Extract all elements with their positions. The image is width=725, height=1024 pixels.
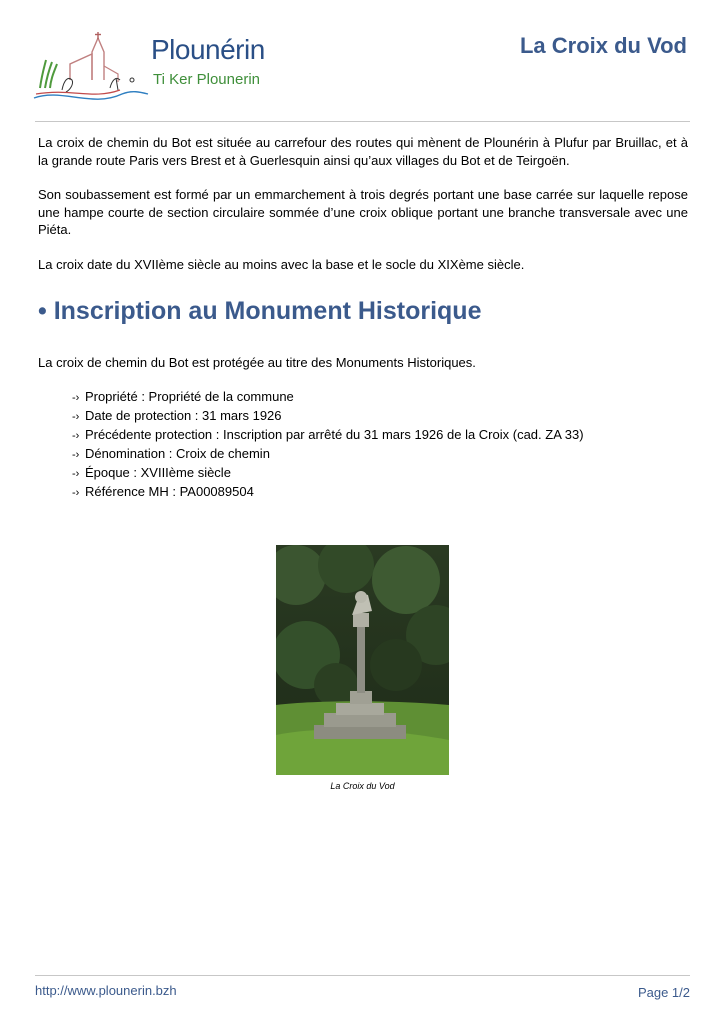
arrow-icon: -› — [72, 429, 80, 442]
page-number: Page 1/2 — [637, 985, 690, 1000]
section-heading: • Inscription au Monument Historique — [38, 297, 482, 325]
logo-tagline: Ti Ker Plounerin — [153, 71, 260, 88]
photo-caption: La Croix du Vod — [330, 781, 395, 791]
site-logo[interactable] — [32, 30, 265, 106]
header-divider — [35, 121, 690, 122]
list-item: -› Propriété : Propriété de la commune — [72, 388, 294, 404]
protection-details-list — [72, 388, 688, 502]
list-item: -› Précédente protection : Inscription par arrêté du 31 mars 1926 de la Croix (cad. ZA 33) — [72, 426, 584, 442]
page-title: La Croix du Vod — [519, 33, 687, 58]
logo-church-drawing-icon — [32, 30, 152, 106]
list-item: -› Date de protection : 31 mars 1926 — [72, 407, 282, 423]
footer-website-link[interactable]: http://www.plounerin.bzh — [35, 983, 177, 998]
logo-wordmark: Plounérin — [151, 34, 265, 65]
intro-paragraph-2: Son soubassement est formé par un emmarchement à trois degrés portant une base carrée sur laquelle repose une hampe courte de section circulaire sommée d’une croix oblique portant une branche transversale avec une Piéta. — [38, 187, 688, 237]
stone-cross-photo — [276, 545, 449, 775]
intro-paragraph-3: La croix date du XVIIème siècle au moins avec la base et le socle du XIXème siècle. — [38, 256, 525, 272]
list-item: -› Époque : XVIIIème siècle — [72, 464, 231, 480]
section-intro: La croix de chemin du Bot est protégée au titre des Monuments Historiques. — [38, 355, 476, 370]
arrow-icon: -› — [72, 467, 80, 480]
list-item: -› Dénomination : Croix de chemin — [72, 445, 270, 461]
arrow-icon: -› — [72, 391, 80, 404]
article-body — [38, 134, 688, 502]
footer-divider — [35, 975, 690, 976]
list-item: -› Référence MH : PA00089504 — [72, 483, 254, 499]
arrow-icon: -› — [72, 448, 80, 461]
arrow-icon: -› — [72, 410, 80, 423]
intro-paragraph-1: La croix de chemin du Bot est située au carrefour des routes qui mènent de Plounérin à Plufur par Bruillac, et à la grande route Paris vers Brest et à Guerlesquin ainsi qu’aux villages du Bot et de Teirgoën. — [38, 135, 688, 168]
arrow-icon: -› — [72, 486, 80, 499]
